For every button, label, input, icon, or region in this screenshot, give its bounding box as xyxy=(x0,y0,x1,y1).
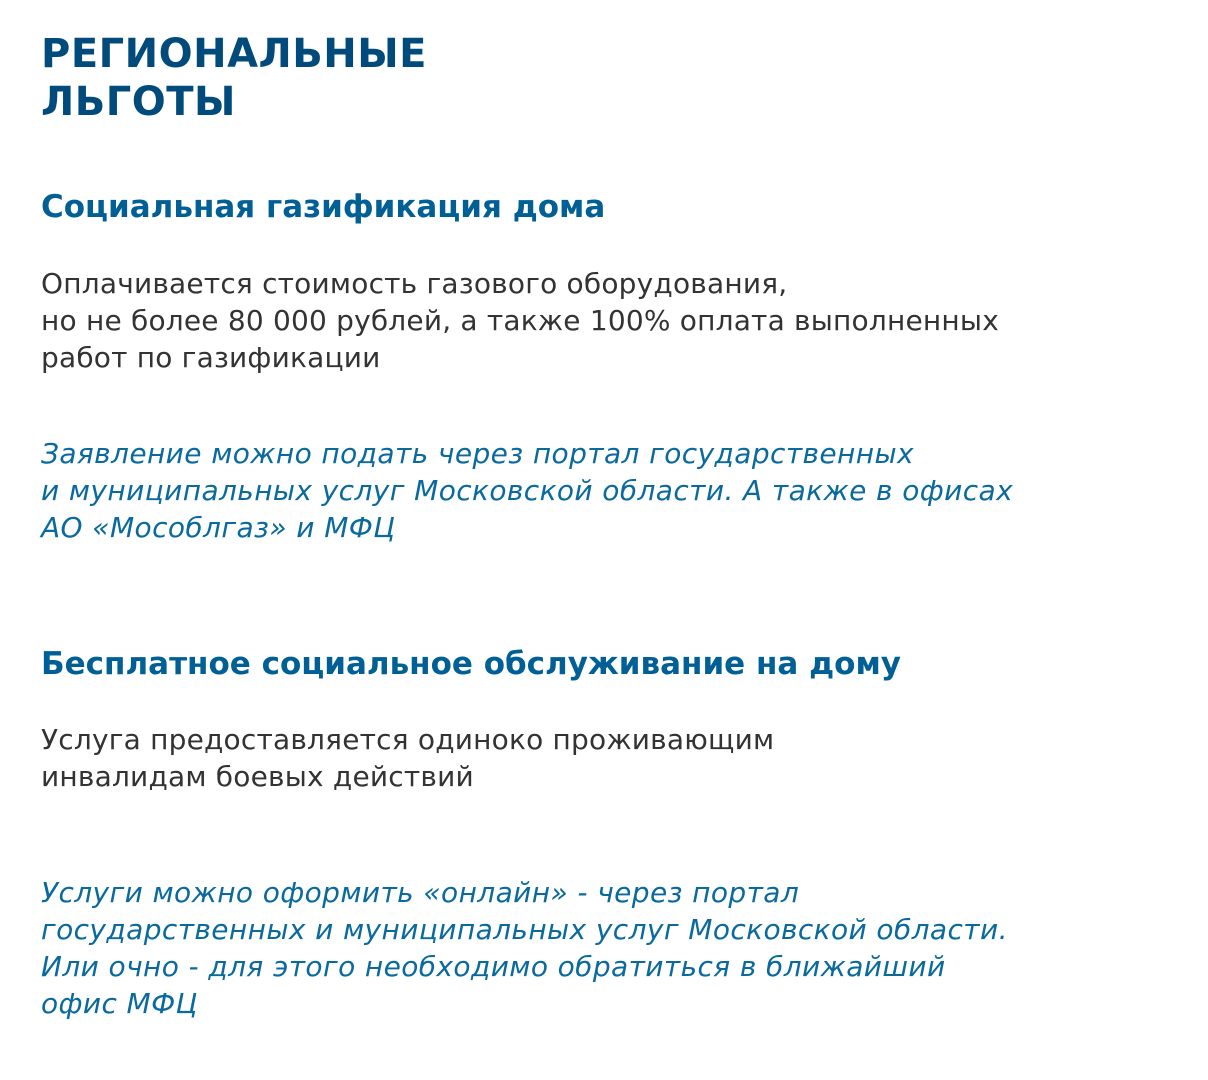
section-note-home-care xyxy=(41,874,1008,1022)
note-line: и муниципальных услуг Московской области. А также в офисах xyxy=(41,474,1014,507)
body-line: инвалидам боевых действий xyxy=(41,760,474,793)
section-body-home-care xyxy=(41,721,774,795)
note-line: государственных и муниципальных услуг Московской области. xyxy=(41,913,1008,946)
note-line: АО «Мособлгаз» и МФЦ xyxy=(41,511,396,544)
section-body-gasification xyxy=(41,265,999,376)
note-line: офис МФЦ xyxy=(41,987,198,1020)
note-line: Услуги можно оформить «онлайн» - через портал xyxy=(41,876,800,909)
body-line: Услуга предоставляется одиноко проживающим xyxy=(41,723,775,756)
page-title-line-2: ЛЬГОТЫ xyxy=(41,79,236,125)
note-line: Или очно - для этого необходимо обратиться в ближайший xyxy=(41,950,946,983)
page-title-line-1: РЕГИОНАЛЬНЫЕ xyxy=(41,31,427,77)
note-line: Заявление можно подать через портал государственных xyxy=(41,437,914,470)
body-line: работ по газификации xyxy=(41,341,381,374)
body-line: но не более 80 000 рублей, а также 100% оплата выполненных xyxy=(41,304,999,337)
section-heading-gasification: Социальная газификация дома xyxy=(41,189,606,225)
section-note-gasification xyxy=(41,435,1013,546)
section-heading-home-care: Бесплатное социальное обслуживание на дому xyxy=(41,646,902,682)
page-title xyxy=(41,30,427,126)
body-line: Оплачивается стоимость газового оборудования, xyxy=(41,267,788,300)
